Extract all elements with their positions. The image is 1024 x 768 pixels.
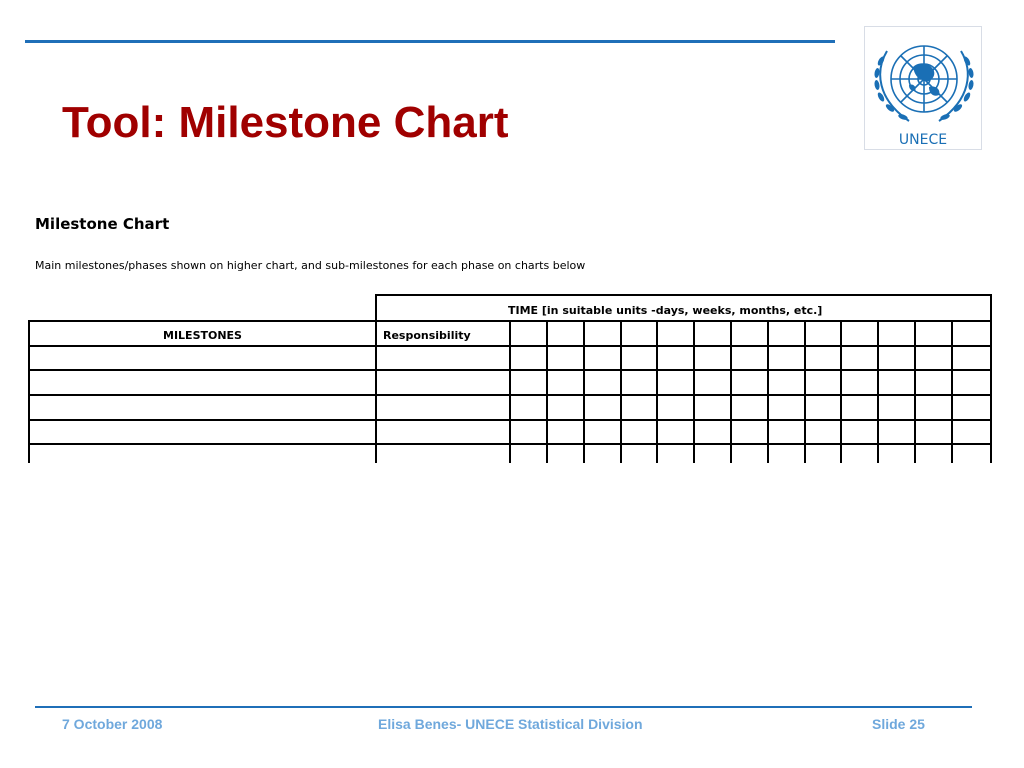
- unece-logo: [864, 26, 982, 150]
- table-line: [840, 320, 842, 463]
- table-line: [375, 294, 992, 296]
- un-emblem-logo: [865, 27, 983, 131]
- table-line: [693, 320, 695, 463]
- footer-date: 7 October 2008: [62, 716, 163, 732]
- responsibility-header: Responsibility: [383, 329, 471, 342]
- bottom-rule: [35, 706, 972, 708]
- table-line: [767, 320, 769, 463]
- table-line: [990, 294, 992, 463]
- table-line: [546, 320, 548, 463]
- table-line: [583, 320, 585, 463]
- footer-slide-number: Slide 25: [872, 716, 925, 732]
- table-line: [804, 320, 806, 463]
- table-line: [375, 294, 377, 463]
- table-line: [28, 320, 992, 322]
- table-line: [914, 320, 916, 463]
- logo-text: UNECE: [898, 132, 948, 148]
- table-line: [620, 320, 622, 463]
- table-line: [656, 320, 658, 463]
- table-line: [28, 443, 992, 445]
- slide-title: Tool: Milestone Chart: [62, 98, 509, 147]
- table-line: [877, 320, 879, 463]
- table-line: [28, 345, 992, 347]
- table-line: [951, 320, 953, 463]
- table-line: [28, 419, 992, 421]
- table-line: [730, 320, 732, 463]
- footer-author: Elisa Benes- UNECE Statistical Division: [378, 716, 643, 732]
- sheet-title: Milestone Chart: [35, 215, 170, 233]
- table-line: [28, 369, 992, 371]
- milestones-header: MILESTONES: [163, 329, 242, 342]
- time-header: TIME [in suitable units -days, weeks, months, etc.]: [508, 304, 823, 317]
- table-line: [509, 320, 511, 463]
- sheet-subtitle: Main milestones/phases shown on higher chart, and sub-milestones for each phase on charts below: [35, 259, 586, 272]
- top-rule: [25, 40, 835, 43]
- table-line: [28, 394, 992, 396]
